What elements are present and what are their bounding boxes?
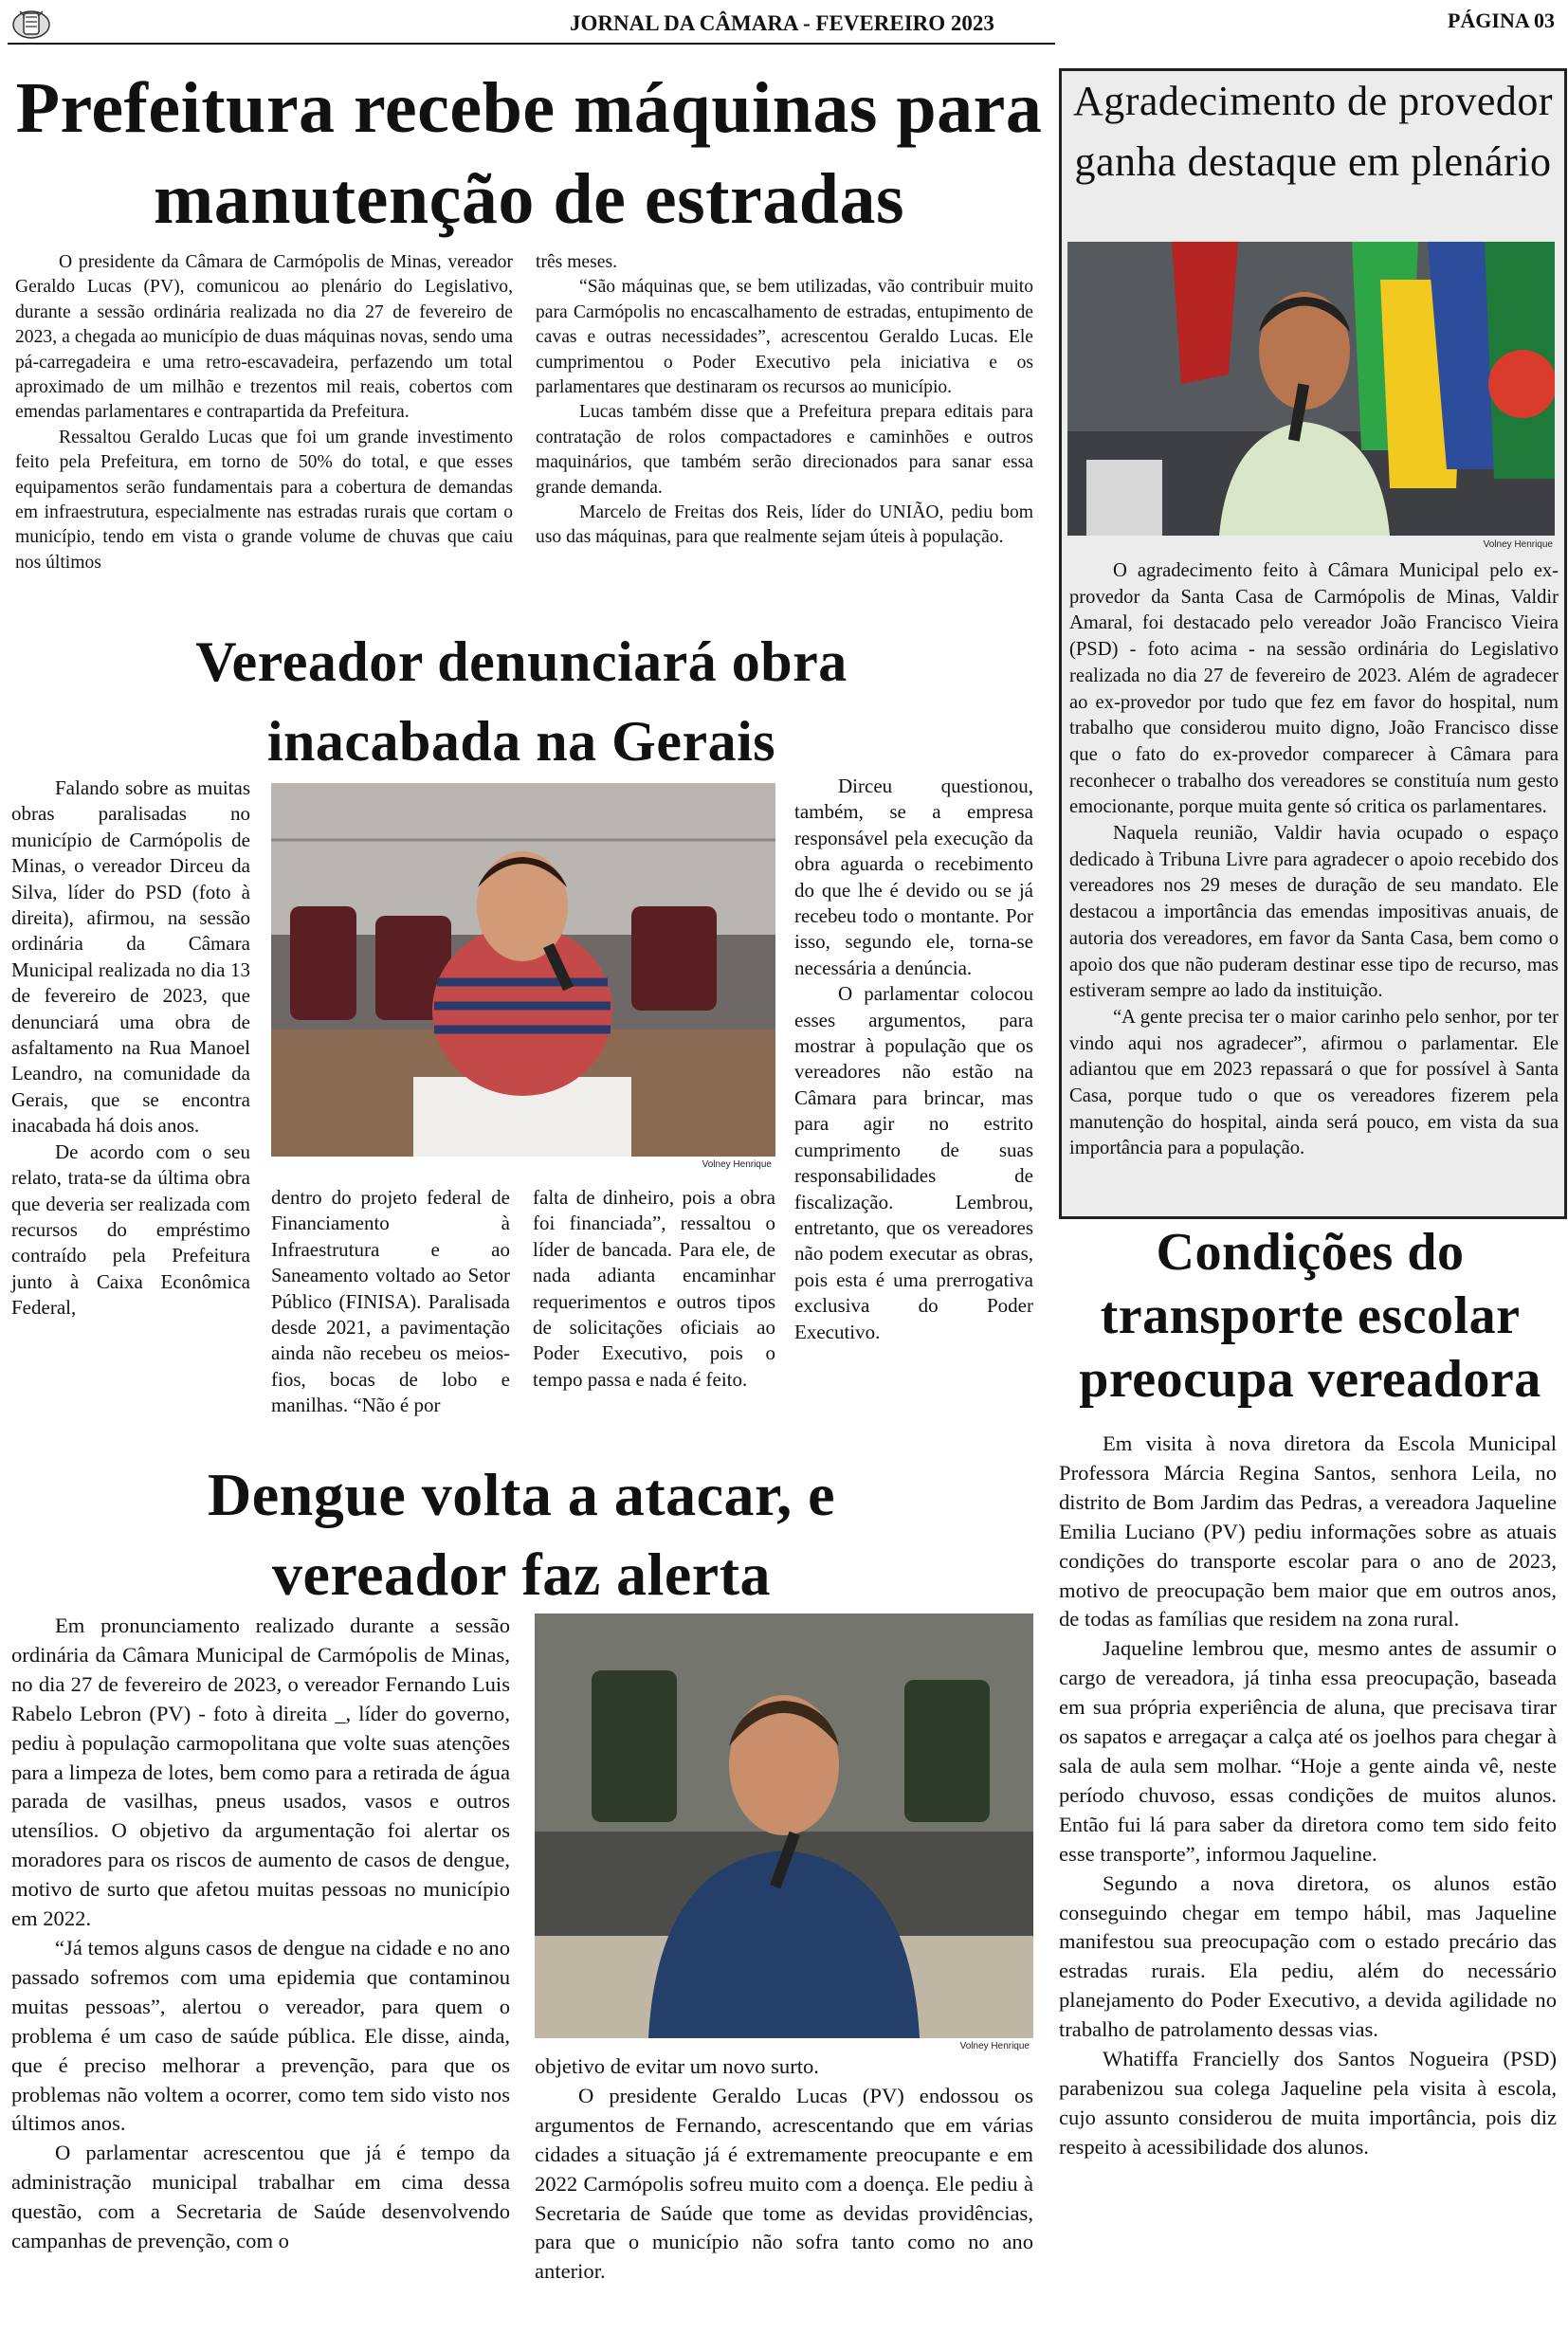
sidebar-box	[1059, 68, 1567, 1219]
paragraph: Whatiffa Francielly dos Santos Nogueira (PSD) parabenizou sua colega Jaqueline pela visita à escola, cujo assunto considerou de muita importância, pois diz respeito à acessibilidade dos alunos.	[1059, 2047, 1557, 2159]
article2-title: Vereador denunciará obra inacabada na Gerais	[195, 630, 848, 773]
paragraph: Dirceu questionou, também, se a empresa responsável pela execução da obra aguarda o recebimento do que lhe é devido ou se já recebeu todo o montante. Por isso, segundo ele, torna-se necessária a denúncia.	[794, 775, 1033, 979]
article4-title: Condições do transporte escolar preocupa vereadora	[1079, 1223, 1541, 1409]
sidebox-title: Agradecimento de provedor ganha destaque em plenário	[1072, 78, 1554, 185]
paragraph: Falando sobre as muitas obras paralisadas no município de Carmópolis de Minas, o vereador Dirceu da Silva, líder do PSD (foto à direita), afirmou, na sessão ordinária da Câmara Municipal realizada no dia 13 de fevereiro de 2023, que denunciará uma obra de asfaltamento na Rua Manoel Leandro, na comunidade da Gerais, que se encontra inacabada há dois anos.	[11, 776, 250, 1138]
paragraph: Marcelo de Freitas dos Reis, líder do UNIÃO, pediu bom uso das máquinas, para que realmente sejam úteis à população.	[536, 502, 1033, 548]
article2-col3	[533, 1185, 775, 1393]
photo-credit: Volney Henrique	[702, 1159, 772, 1170]
paragraph: três meses.	[536, 252, 617, 272]
coat-of-arms-icon	[11, 8, 51, 40]
paragraph: “Já temos alguns casos de dengue na cidade e no ano passado sofremos com uma epidemia que contaminou muitas pessoas”, alertou o vereador, para quem o problema é um caso de saúde pública. Ele disse, ainda, que é preciso melhorar a prevenção, para que os problemas não voltem a ocorrer, como tem sido visto nos últimos anos.	[11, 1935, 510, 2136]
masthead	[0, 0, 1568, 46]
article3-title: Dengue volta a atacar, e vereador faz alerta	[208, 1461, 835, 1608]
paragraph: Em visita à nova diretora da Escola Municipal Professora Márcia Regina Santos, senhora Leila, no distrito de Bom Jardim das Pedras, a vereadora Jaqueline Emilia Luciano (PV) pediu informações sobre as atuais condições do transporte escolar para o ano de 2023, motivo de preocupação bem maior que em outros anos, de todas as famílias que residem na zona rural.	[1059, 1431, 1557, 1632]
paragraph: Naquela reunião, Valdir havia ocupado o espaço dedicado à Tribuna Livre para agradecer o apoio recebido dos vereadores nos 29 meses de duração de seu mandato. Ele destacou a importância das emendas impositivas anuais, de autoria dos vereadores, em favor da Santa Casa, bem como o apoio dos que não puderam destinar esse tipo de recurso, mas estiveram sempre ao lado da instituição.	[1069, 823, 1559, 1002]
photo-dirceu	[271, 783, 775, 1157]
paragraph: Jaqueline lembrou que, mesmo antes de assumir o cargo de vereadora, já tinha essa preocupação, baseada em sua própria experiência de aluna, que precisava tirar os sapatos e arregaçar a calça até os joelhos para chegar à sala de aula sem molhar. “Hoje a gente ainda vê, neste período chuvoso, essas condições de muitos alunos. Então fui lá para saber da diretora como tem sido feito esse transporte”, informou Jaqueline.	[1059, 1636, 1557, 1866]
page-number: PÁGINA 03	[1447, 9, 1555, 32]
header-rule	[8, 43, 1055, 45]
article1-col1	[15, 250, 513, 575]
photo-fernando	[535, 1614, 1033, 2038]
photo-joao-francisco	[1067, 242, 1555, 536]
paragraph: Ressaltou Geraldo Lucas que foi um grande investimento feito pela Prefeitura, em torno de 50% do total, e que esses equipamentos serão fundamentais para a cobertura de demandas em infraestrutura, especialmente nas estradas rurais que cortam o município, tendo em vista o grande volume de chuvas que caiu nos últimos	[15, 427, 513, 573]
article4-body	[1059, 1430, 1557, 2162]
journal-title: JORNAL DA CÂMARA - FEVEREIRO 2023	[570, 11, 994, 35]
paragraph: O agradecimento feito à Câmara Municipal pelo ex-provedor da Santa Casa de Carmópolis de Minas, Valdir Amaral, foi destacado pelo vereador João Francisco Vieira (PSD) - foto acima - na sessão ordinária do Legislativo realizada no dia 27 de fevereiro de 2023. Além de agradecer ao ex-provedor por tudo que fez em favor do hospital, num trabalho que considerou muito digno, João Francisco disse que o fato do ex-provedor comparecer à Câmara para reconhecer o trabalho dos vereadores se constituía num gesto emocionante, porque muita gente só critica os parlamentares.	[1069, 560, 1559, 818]
paragraph: objetivo de evitar um novo surto.	[535, 2054, 819, 2078]
photo-credit: Volney Henrique	[1483, 539, 1553, 550]
paragraph: “São máquinas que, se bem utilizadas, vão contribuir muito para Carmópolis no encascalhamento de estradas, entupimento de cavas e outras necessidades”, acrescentou Geraldo Lucas. Ele cumprimentou o Poder Executivo pela iniciativa e os parlamentares que destinaram os recursos ao município.	[536, 277, 1033, 398]
paragraph: falta de dinheiro, pois a obra foi financiada”, ressaltou o líder de bancada. Para ele, de nada adianta encaminhar requerimentos e outros tipos de solicitações oficiais ao Poder Executivo, pois o tempo passa e nada é feito.	[533, 1186, 775, 1391]
paragraph: De acordo com o seu relato, trata-se da última obra que deveria ser realizada com recursos do empréstimo contraído pela Prefeitura junto à Caixa Econômica Federal,	[11, 1140, 250, 1320]
paragraph: Lucas também disse que a Prefeitura prepara editais para contratação de rolos compactadores e caminhões e outros maquinários, que também serão direcionados para sanar essa grande demanda.	[536, 402, 1033, 498]
article2-col1	[11, 775, 250, 1322]
photo-credit: Volney Henrique	[959, 2041, 1030, 2051]
paragraph: O presidente da Câmara de Carmópolis de Minas, vereador Geraldo Lucas (PV), comunicou ao plenário do Legislativo, durante a sessão ordinária realizada no dia 27 de fevereiro de 2023, a chegada ao município de duas máquinas novas, sendo uma pá-carregadeira e uma retro-escavadeira, perfazendo um total aproximado de um milhão e trezentos mil reais, cobertos com emendas parlamentares e contrapartida da Prefeitura.	[15, 252, 513, 423]
article1-title: Prefeitura recebe máquinas para manutenção de estradas	[15, 68, 1043, 239]
paragraph: “A gente precisa ter o maior carinho pelo senhor, por ter vindo aqui nos agradecer”, afirmou o parlamentar. Ele adiantou que em 2023 repassará o que for possível à Santa Casa, porque tudo o que os vereadores fizerem pela manutenção do hospital, ainda será pouco, em vista da sua importância para a população.	[1069, 1006, 1559, 1159]
article1-col2	[536, 250, 1033, 551]
paragraph: O presidente Geraldo Lucas (PV) endossou os argumentos de Fernando, acrescentando que em várias cidades a situação já é extremamente preocupante e em 2022 Carmópolis sofreu muito com a doença. Ele pediu à Secretaria de Saúde que tome as devidas providências, para que o município não sofra tanto como no ano anterior.	[535, 2083, 1033, 2284]
article3-col2	[535, 2052, 1033, 2287]
paragraph: O parlamentar colocou esses argumentos, para mostrar à população que os vereadores não estão na Câmara para brincar, mas para agir no estrito cumprimento de suas responsabilidades de fiscalização. Lembrou, entretanto, que os vereadores não podem executar as obras, pois esta é uma prerrogativa exclusiva do Poder Executivo.	[794, 982, 1033, 1343]
paragraph: Em pronunciamento realizado durante a sessão ordinária da Câmara Municipal de Carmópolis de Minas, no dia 27 de fevereiro de 2023, o vereador Fernando Luis Rabelo Lebron (PV) - foto à direita _, líder do governo, pediu à população carmopolitana que volte suas atenções para a limpeza de lotes, bem como para a retirada de água parada de vasilhas, pneus usados, vasos e outros utensílios. O objetivo da argumentação foi alertar os moradores para os riscos de aumento de casos de dengue, motivo de surto que afetou muitas pessoas no município em 2022.	[11, 1614, 510, 1931]
paragraph: dentro do projeto federal de Financiamento à Infraestrutura e ao Saneamento voltado ao Setor Público (FINISA). Paralisada desde 2021, a pavimentação ainda não recebeu os meios-fios, bocas de lobo e manilhas. “Não é por	[271, 1186, 510, 1417]
paragraph: O parlamentar acrescentou que já é tempo da administração municipal trabalhar em cima dessa questão, com a Secretaria de Saúde desenvolvendo campanhas de prevenção, com o	[11, 2141, 510, 2253]
paragraph: Segundo a nova diretora, os alunos estão conseguindo chegar em tempo hábil, mas Jaqueline manifestou sua preocupação com o estado precário das estradas rurais. Ela pediu, além do necessário planejamento do Poder Executivo, a devida agilidade no trabalho de patrolamento dessas vias.	[1059, 1870, 1557, 2042]
sidebox-body	[1069, 558, 1559, 1162]
article2-col2	[271, 1185, 510, 1419]
article2-col4	[794, 774, 1033, 1345]
article3-col1	[11, 1612, 510, 2256]
